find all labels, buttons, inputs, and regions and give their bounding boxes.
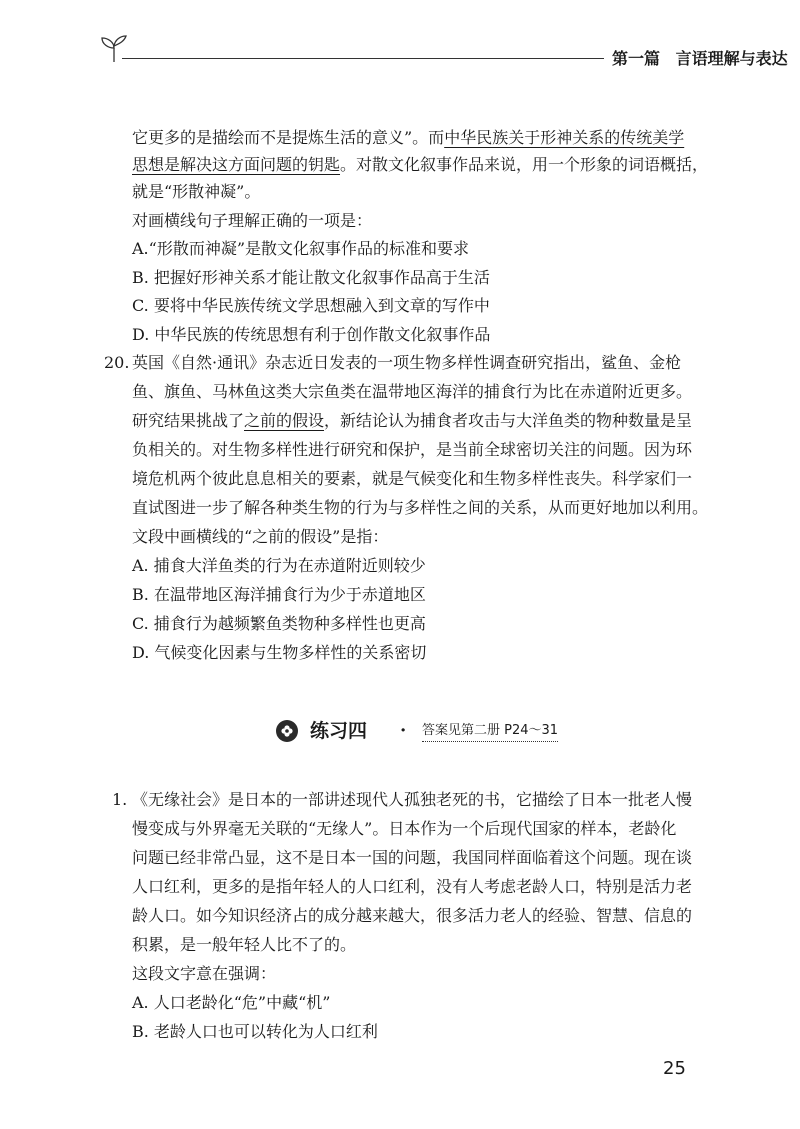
option-a: A. 人口老龄化“危”中藏“机” (132, 993, 331, 1012)
running-header (96, 28, 800, 72)
sprout-icon (96, 32, 132, 68)
section-title: 练习四 (310, 720, 368, 742)
underlined-phrase: 之前的假设 (244, 411, 325, 430)
text-line: 研究结果挑战了之前的假设，新结论认为捕食者攻击与大洋鱼类的物种数量是呈 (132, 411, 693, 430)
answer-reference: 答案见第二册 P24～31 (422, 721, 558, 742)
section-heading (276, 716, 576, 748)
text-line: 思想是解决这方面问题的钥匙。对散文化叙事作品来说，用一个形象的词语概括， (132, 155, 709, 174)
option-c: C. 捕食行为越频繁鱼类物种多样性也更高 (132, 614, 426, 633)
option-d: D. 中华民族的传统思想有利于创作散文化叙事作品 (132, 325, 491, 344)
question-number: 20. (104, 353, 130, 372)
text-line: 龄人口。如今知识经济占的成分越来越大，很多活力老人的经验、智慧、信息的 (132, 906, 693, 925)
text-line: 境危机两个彼此息息相关的要素，就是气候变化和生物多样性丧失。科学家们一 (132, 469, 693, 488)
text-line: 人口红利，更多的是指年轻人的人口红利，没有人考虑老龄人口，特别是活力老 (132, 877, 693, 896)
text-line: 《无缘社会》是日本的一部讲述现代人孤独老死的书，它描绘了日本一批老人慢 (132, 790, 693, 809)
option-b: B. 老龄人口也可以转化为人口红利 (132, 1022, 378, 1041)
header-rule-left (122, 58, 604, 59)
text-line: 直试图进一步了解各种类生物的行为与多样性之间的关系，从而更好地加以利用。 (132, 498, 709, 517)
option-c: C. 要将中华民族传统文学思想融入到文章的写作中 (132, 296, 490, 315)
text-line: 鱼、旗鱼、马林鱼这类大宗鱼类在温带地区海洋的捕食行为比在赤道附近更多。 (132, 382, 693, 401)
option-a: A.“形散而神凝”是散文化叙事作品的标准和要求 (132, 239, 470, 258)
header-title (612, 46, 788, 69)
underlined-sentence: 中华民族关于形神关系的传统美学 (444, 128, 685, 147)
text-line: 积累，是一般年轻人比不了的。 (132, 935, 357, 954)
question-number: 1. (112, 790, 128, 809)
underlined-sentence: 思想是解决这方面问题的钥匙 (132, 155, 341, 174)
page-number: 25 (663, 1058, 686, 1079)
question-prompt: 文段中画横线的“之前的假设”是指： (132, 527, 389, 546)
text-line: 就是“形散神凝”。 (132, 182, 261, 201)
section-separator: · (400, 720, 407, 741)
option-b: B. 把握好形神关系才能让散文化叙事作品高于生活 (132, 268, 490, 287)
flower-icon (276, 720, 298, 742)
text-line: 问题已经非常凸显，这不是日本一国的问题，我国同样面临着这个问题。现在谈 (132, 848, 693, 867)
text-line: 慢变成与外界毫无关联的“无缘人”。日本作为一个后现代国家的样本，老龄化 (132, 819, 677, 838)
header-chapter: 言语理解与表达 (675, 49, 788, 68)
option-d: D. 气候变化因素与生物多样性的关系密切 (132, 643, 427, 662)
question-prompt: 这段文字意在强调： (132, 964, 277, 983)
option-a: A. 捕食大洋鱼类的行为在赤道附近则较少 (132, 556, 426, 575)
question-prompt: 对画横线句子理解正确的一项是： (132, 211, 373, 230)
text-line: 英国《自然·通讯》杂志近日发表的一项生物多样性调查研究指出，鲨鱼、金枪 (132, 353, 682, 372)
option-b: B. 在温带地区海洋捕食行为少于赤道地区 (132, 585, 426, 604)
header-part: 第一篇 (612, 49, 661, 68)
text-line: 负相关的。对生物多样性进行研究和保护，是当前全球密切关注的问题。因为环 (132, 440, 693, 459)
text-line: 它更多的是描绘而不是提炼生活的意义”。而中华民族关于形神关系的传统美学 (132, 128, 685, 147)
